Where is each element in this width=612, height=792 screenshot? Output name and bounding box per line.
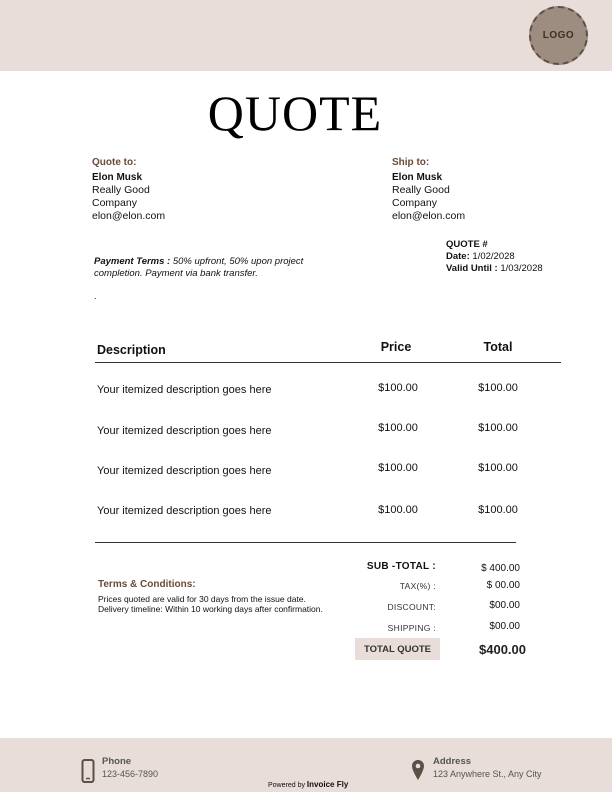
tax-value: $ 00.00 (486, 580, 520, 591)
ship-to-label: Ship to: (392, 157, 430, 168)
subtotal-value: $ 400.00 (481, 563, 520, 574)
quote-to-company-line1: Really Good (92, 184, 150, 196)
quote-meta (446, 239, 543, 275)
payment-terms-text: 50% upfront, 50% upon project completion. Payment via bank transfer. (94, 256, 304, 279)
discount-label: DISCOUNT: (387, 602, 436, 612)
table-bottom-divider (95, 542, 516, 543)
valid-until-label: Valid Until : (446, 263, 498, 274)
quote-to-email: elon@elon.com (92, 210, 166, 222)
row-1-description: Your itemized description goes here (97, 384, 272, 396)
quote-to-label: Quote to: (92, 157, 137, 168)
logo (529, 6, 588, 65)
ship-to-name: Elon Musk (392, 172, 443, 183)
phone-icon (81, 759, 95, 783)
terms-line-1: Prices quoted are valid for 30 days from the issue date. (98, 593, 306, 604)
table-header-divider (95, 362, 561, 363)
row-3-description: Your itemized description goes here (97, 465, 272, 477)
row-1-price: $100.00 (378, 382, 418, 394)
quote-to-name: Elon Musk (92, 172, 143, 183)
valid-until-value: 1/03/2028 (500, 263, 543, 274)
phone-label: Phone (102, 756, 132, 767)
terms-block (98, 580, 328, 615)
total-quote-label: TOTAL QUOTE (363, 644, 432, 655)
total-quote-value: $400.00 (479, 642, 526, 657)
shipping-label: SHIPPING : (387, 623, 436, 633)
ship-to-email: elon@elon.com (392, 210, 466, 222)
powered-by (268, 780, 348, 789)
powered-prefix: Powered by (268, 782, 305, 789)
powered-brand: Invoice Fly (306, 780, 349, 789)
date-label: Date: (446, 251, 470, 262)
logo-text: LOGO (542, 30, 575, 41)
subtotal-label: SUB -TOTAL : (366, 561, 436, 572)
quote-number-label: QUOTE # (446, 239, 488, 250)
phone-block (102, 756, 158, 780)
header-total: Total (483, 340, 513, 354)
ship-to-block (392, 156, 465, 223)
row-4-description: Your itemized description goes here (97, 505, 272, 517)
ship-to-company-line2: Company (392, 197, 437, 209)
row-3-total: $100.00 (478, 462, 518, 474)
payment-terms-trailing: . (94, 291, 97, 301)
payment-terms (94, 256, 314, 279)
quote-to-company-line2: Company (92, 197, 137, 209)
address-label: Address (433, 756, 472, 767)
tax-label: TAX(%) : (399, 581, 436, 591)
row-4-total: $100.00 (478, 504, 518, 516)
ship-to-company-line1: Really Good (392, 184, 450, 196)
date-value: 1/02/2028 (472, 251, 515, 262)
row-3-price: $100.00 (378, 462, 418, 474)
payment-terms-label: Payment Terms : (94, 256, 171, 267)
shipping-value: $00.00 (489, 621, 520, 632)
terms-line-2: Delivery timeline: Within 10 working days after confirmation. (98, 604, 323, 614)
header-price: Price (380, 340, 412, 354)
terms-title: Terms & Conditions: (98, 579, 196, 590)
address-value: 123 Anywhere St., Any City (433, 769, 542, 779)
document-title: QUOTE (207, 85, 383, 141)
quote-to-block (92, 156, 165, 223)
row-2-description: Your itemized description goes here (97, 425, 272, 437)
row-2-price: $100.00 (378, 422, 418, 434)
row-4-price: $100.00 (378, 504, 418, 516)
location-pin-icon (411, 759, 425, 781)
header-band (0, 0, 612, 71)
header-description: Description (97, 343, 166, 357)
discount-value: $00.00 (489, 600, 520, 611)
phone-value: 123-456-7890 (102, 769, 159, 779)
row-2-total: $100.00 (478, 422, 518, 434)
row-1-total: $100.00 (478, 382, 518, 394)
address-block (433, 756, 542, 780)
